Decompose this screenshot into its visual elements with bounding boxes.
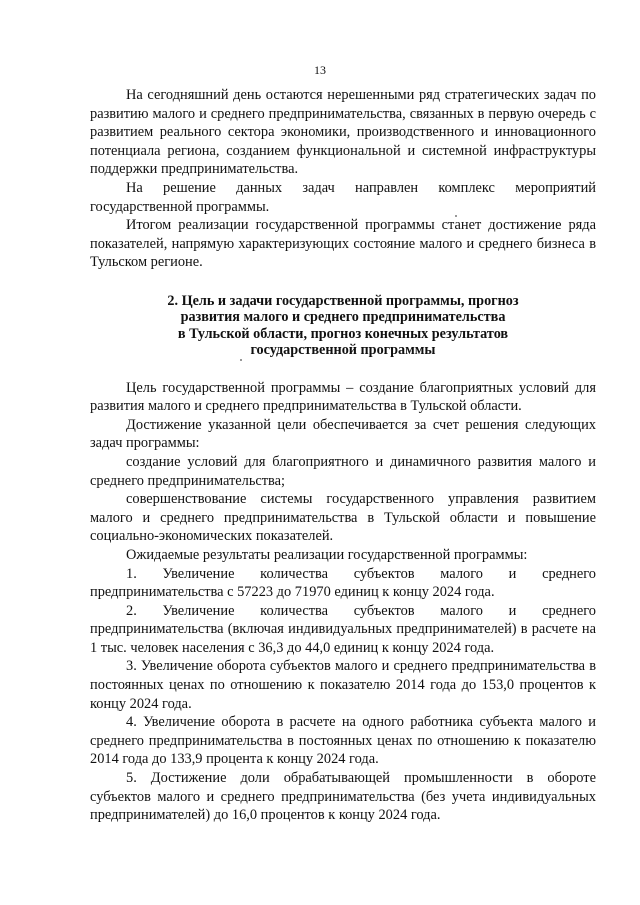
page-content xyxy=(90,86,596,825)
section-heading-line: в Тульской области, прогноз конечных результатов xyxy=(177,325,509,342)
paragraph-goal-achievement: Достижение указанной цели обеспечивается за счет решения следующих задач программы: xyxy=(90,416,596,452)
paragraph-intro-2: На решение данных задач направлен комплекс мероприятий государственной программы. xyxy=(90,179,596,215)
section-heading-line: государственной программы xyxy=(250,342,436,359)
scan-speck xyxy=(455,215,457,217)
paragraph-intro-3: Итогом реализации государственной программы станет достижение ряда показателей, напрямую характеризующих состояние малого и среднего бизнеса в Тульском регионе. xyxy=(90,217,596,271)
result-item-5: 5. Достижение доли обрабатывающей промышленности в обороте субъектов малого и среднего предпринимательства (без учета индивидуальных предпринимателей) до 16,0 процентов к концу 2024 года. xyxy=(90,770,596,824)
paragraph-expected-results: Ожидаемые результаты реализации государственной программы: xyxy=(126,546,528,563)
scan-speck xyxy=(240,359,242,361)
paragraph-task-1: создание условий для благоприятного и динамичного развития малого и среднего предпринимательства; xyxy=(90,453,596,489)
paragraph-goal: Цель государственной программы – создание благоприятных условий для развития малого и среднего предпринимательства в Тульской области. xyxy=(90,379,596,415)
result-item-3: 3. Увеличение оборота субъектов малого и среднего предпринимательства в постоянных ценах по отношению к показателю 2014 года до 153,0 процентов к концу 2024 года. xyxy=(90,658,596,712)
result-item-4: 4. Увеличение оборота в расчете на одного работника субъекта малого и среднего предпринимательства в постоянных ценах по отношению к показателю 2014 года до 133,9 процента к концу 2024 года. xyxy=(90,714,596,768)
section-heading-line: 2. Цель и задачи государственной программы, прогноз xyxy=(167,292,519,309)
section-heading-line: развития малого и среднего предпринимательства xyxy=(180,309,506,326)
paragraph-task-2: совершенствование системы государственного управления развитием малого и среднего предпринимательства в Тульской области и повышение социально-экономических показателей. xyxy=(90,491,596,545)
paragraph-intro-1: На сегодняшний день остаются нерешенными ряд стратегических задач по развитию малого и среднего предпринимательства, связанных в первую очередь с развитием реального сектора экономики, производственного и инновационного потенциала региона, созданием функциональной и системной инфраструктуры поддержки предпринимательства. xyxy=(90,87,596,178)
result-item-1: 1. Увеличение количества субъектов малого и среднего предпринимательства с 57223 до 71970 единиц к концу 2024 года. xyxy=(90,565,596,601)
result-item-2: 2. Увеличение количества субъектов малого и среднего предпринимательства (включая индивидуальных предпринимателей) в расчете на 1 тыс. человек населения с 36,3 до 44,0 единиц к концу 2024 года. xyxy=(90,602,596,656)
page-number: 13 xyxy=(314,63,326,77)
section-heading xyxy=(90,293,596,359)
